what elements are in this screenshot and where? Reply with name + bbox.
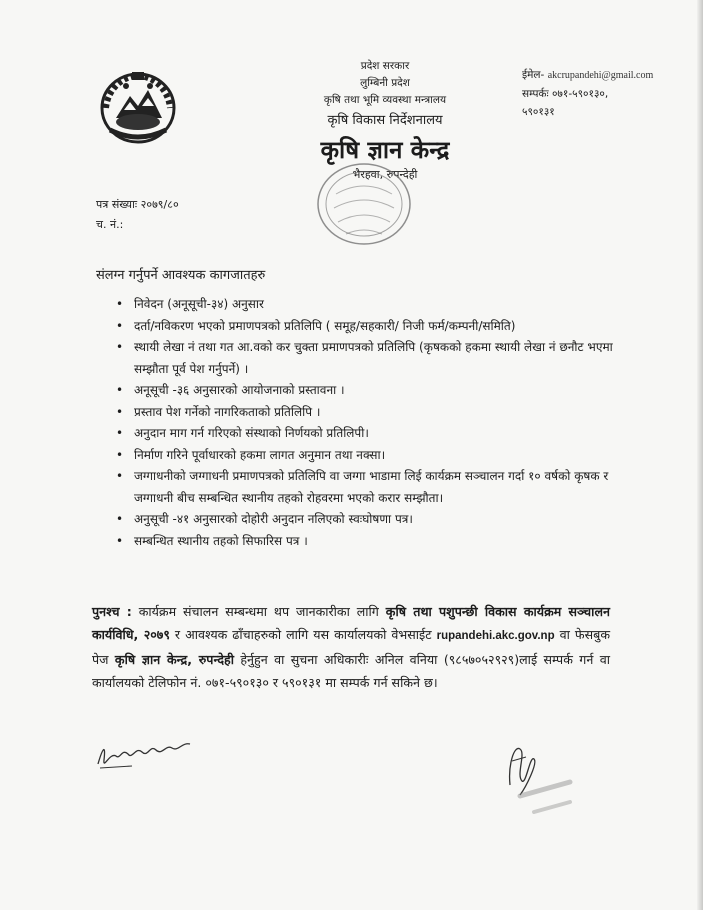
email-line xyxy=(522,66,702,85)
phone-number-2: ५९०१३१ xyxy=(522,106,555,118)
nepal-government-emblem-icon xyxy=(96,66,180,146)
bullet-icon: • xyxy=(116,469,124,483)
bullet-icon: • xyxy=(116,404,124,419)
dispatch-number: च. नं.: xyxy=(96,218,124,231)
list-item: • निवेदन (अनूसूची-३४) अनुसार xyxy=(112,294,622,316)
list-item: • स्थायी लेखा नं तथा गत आ.वको कर चुक्ता प्रमाणपत्रको प्रतिलिपि (कृषकको हकमा स्थायी लेखा नं छनौट भएमा सम्झौता पूर्व पेश गर्नुपर्ने) । xyxy=(112,337,622,380)
facebook-page-name: कृषि ज्ञान केन्द्र, रुपन्देही xyxy=(114,652,234,667)
phone-line xyxy=(522,85,702,103)
phone-label: सम्पर्कः xyxy=(522,88,549,100)
email-value: akcrupandehi@gmail.com xyxy=(547,70,654,81)
header-province-government: प्रदेश सरकार xyxy=(360,60,410,72)
bullet-icon: • xyxy=(116,318,124,333)
letter-number: पत्र संख्याः २०७९/८० xyxy=(96,198,179,211)
bullet-icon: • xyxy=(116,297,124,311)
paper-edge-shadow xyxy=(697,0,703,910)
header-province-name: लुम्बिनी प्रदेश xyxy=(360,77,410,89)
bullet-icon: • xyxy=(116,383,124,397)
left-signature-icon xyxy=(92,730,202,778)
postscript-text-2: र आवश्यक ढाँचाहरुको लागि यस कार्यालयको वेभसाईट xyxy=(174,627,432,642)
postscript-text-1: कार्यक्रम संचालन सम्बन्धमा थप जानकारीका लागि xyxy=(138,604,379,619)
header-ministry: कृषि तथा भूमि व्यवस्था मन्त्रालय xyxy=(323,94,447,106)
email-label: ईमेल- xyxy=(522,69,545,81)
list-item: • अनुसूची -४१ अनुसारको दोहोरी अनुदान नलिएको स्वःघोषणा पत्र। xyxy=(112,509,622,531)
contact-block xyxy=(522,66,702,121)
list-item: • प्रस्ताव पेश गर्नेको नागरिकताको प्रतिलिपि । xyxy=(112,402,622,424)
postscript-procedure-name: कृषि तथा पशुपन्छी विकास कार्यक्रम सञ्चालन कार्यविधि, २०७९ xyxy=(92,604,610,642)
header-office-name: कृषि ज्ञान केन्द्र xyxy=(320,135,450,164)
list-item: • जग्गाधनीको जग्गाधनी प्रमाणपत्रको प्रतिलिपि वा जग्गा भाडामा लिई कार्यक्रम सञ्चालन गर्दा १० वर्षको कृषक र जग्गाधनी बीच सम्बन्धित स्थानीय तहको रोहवरमा भएको करार सम्झौता। xyxy=(112,466,622,509)
list-item: • अनुदान माग गर्न गरिएको संस्थाको निर्णयको प्रतिलिपी। xyxy=(112,423,622,445)
list-item: • अनूसूची -३६ अनुसारको आयोजनाको प्रस्तावना । xyxy=(112,380,622,402)
bullet-icon: • xyxy=(116,426,124,440)
list-item: • निर्माण गरिने पूर्वाधारको हकमा लागत अनुमान तथा नक्सा। xyxy=(112,445,622,467)
bullet-icon: • xyxy=(116,533,124,548)
header-office-location: भैरहवा, रुपन्देही xyxy=(352,168,418,181)
postscript-label: पुनश्च : xyxy=(92,604,132,619)
bullet-icon: • xyxy=(116,512,124,526)
postscript-text-4: हेर्नुहुन वा सुचना अधिकारीः अनिल वनिया (९८५७०५२९२९)लाई सम्पर्क गर्न वा कार्यालयको टेलिफोन नं. ०७१-५९०१३० र ५९०१३१ मा सम्पर्क गर्न सकिने छ। xyxy=(92,652,610,690)
bullet-icon: • xyxy=(116,447,124,462)
reference-block xyxy=(96,195,179,235)
postscript-paragraph xyxy=(92,600,610,694)
officer-name-stamp-icon xyxy=(500,766,590,826)
required-documents-heading: संलग्न गर्नुपर्ने आवश्यक कागजातहरु xyxy=(96,268,266,283)
phone-number-1: ०७१-५९०१३०, xyxy=(551,88,609,100)
list-item: • दर्ता/नविकरण भएको प्रमाणपत्रको प्रतिलिपि ( समूह/सहकारी/ निजी फर्म/कम्पनी/समिति) xyxy=(112,316,622,338)
postscript-text-3: वा फेसबुक पेज xyxy=(92,627,610,667)
header-directorate: कृषि विकास निर्देशनालय xyxy=(327,113,443,128)
bullet-icon: • xyxy=(116,340,124,354)
office-seal-stamp-icon xyxy=(312,158,416,250)
required-documents-list xyxy=(112,294,622,552)
website-link[interactable]: rupandehi.akc.gov.np xyxy=(436,630,555,642)
list-item: • सम्बन्धित स्थानीय तहको सिफारिस पत्र । xyxy=(112,531,622,553)
